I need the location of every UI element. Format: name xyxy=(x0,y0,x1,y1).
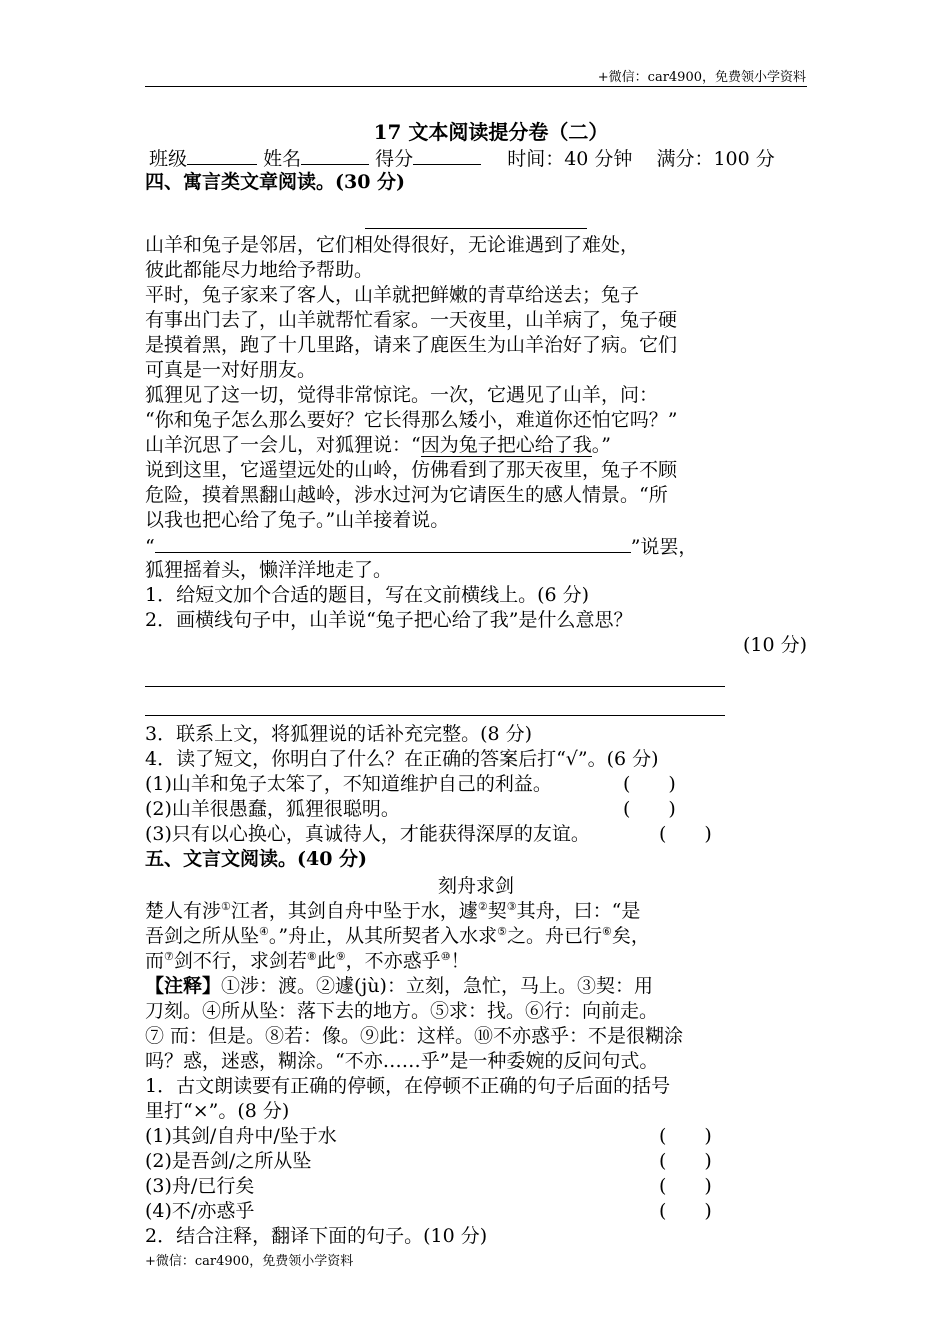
name-blank[interactable] xyxy=(301,145,369,165)
question-5-1: 1．古文朗读要有正确的停顿，在停顿不正确的句子后面的括号 xyxy=(145,1075,671,1097)
underlined-sentence: 因为兔子把心给了我 xyxy=(420,434,592,456)
title-blank-row xyxy=(145,195,807,233)
answer-paren[interactable]: ( ) xyxy=(659,1200,712,1222)
passage-line: 危险，摸着黑翻山越岭，涉水过河为它请医生的感人情景。“所 xyxy=(145,484,668,506)
answer-paren[interactable]: ( ) xyxy=(659,1125,712,1147)
option-row: (3)只有以心换心，真诚待人，才能获得深厚的友谊。 ( ) xyxy=(145,823,712,845)
page-footer: +微信：car4900，免费领小学资料 xyxy=(145,1254,354,1269)
class-blank[interactable] xyxy=(187,145,257,165)
notes-label: 【注释】 xyxy=(145,975,222,997)
fox-quote-blank[interactable] xyxy=(155,533,631,553)
passage-line: 是摸着黑，跑了十几里路，请来了鹿医生为山羊治好了病。它们 xyxy=(145,334,678,356)
question-4-4: 4．读了短文，你明白了什么？在正确的答案后打“√”。(6 分) xyxy=(145,748,659,770)
classical-text-line: 楚人有涉①江者，其剑自舟中坠于水，遽②契③其舟，曰：“是 xyxy=(145,900,641,922)
answer-paren[interactable]: ( ) xyxy=(659,1150,712,1172)
answer-paren[interactable]: ( ) xyxy=(623,798,676,820)
score-label: 得分 xyxy=(375,148,414,170)
notes-line: 【注释】①涉：渡。②遽(jù)：立刻，急忙，马上。③契：用 xyxy=(145,975,653,997)
answer-paren[interactable]: ( ) xyxy=(659,823,712,845)
option-row: (2)是吾剑/之所从坠 ( ) xyxy=(145,1150,712,1172)
classical-text-line: 而⑦剑不行，求剑若⑧此⑨，不亦惑乎⑩！ xyxy=(145,950,470,972)
section5-heading: 五、文言文阅读。(40 分) xyxy=(145,848,368,870)
passage-line: 狐狸见了这一切，觉得非常惊诧。一次，它遇见了山羊，问： xyxy=(145,384,659,406)
question-5-1-cont: 里打“×”。(8 分) xyxy=(145,1100,290,1122)
story-title-blank[interactable] xyxy=(365,209,587,229)
question-4-1: 1．给短文加个合适的题目，写在文前横线上。(6 分) xyxy=(145,584,590,606)
option-row: (2)山羊很愚蠢，狐狸很聪明。 ( ) xyxy=(145,798,676,820)
passage-line: 有事出门去了，山羊就帮忙看家。一天夜里，山羊病了，兔子硬 xyxy=(145,309,678,331)
header-rule xyxy=(145,86,807,87)
section4-heading: 四、寓言类文章阅读。(30 分) xyxy=(145,171,406,193)
passage-line-underlined: 山羊沉思了一会儿，对狐狸说：“因为兔子把心给了我。” xyxy=(145,434,611,456)
passage-line: “你和兔子怎么那么要好？它长得那么矮小，难道你还怕它吗？” xyxy=(145,409,678,431)
page-header: +微信：car4900，免费领小学资料 xyxy=(597,70,806,85)
passage-line: 说到这里，它遥望远处的山岭，仿佛看到了那天夜里，兔子不顾 xyxy=(145,459,678,481)
info-row xyxy=(145,145,807,170)
question-4-3: 3．联系上文，将狐狸说的话补充完整。(8 分) xyxy=(145,723,533,745)
answer-line-2[interactable] xyxy=(145,687,725,716)
question-5-2: 2．结合注释，翻译下面的句子。(10 分) xyxy=(145,1225,488,1247)
story-title: 刻舟求剑 xyxy=(437,875,514,897)
passage-line: 彼此都能尽力地给予帮助。 xyxy=(145,259,374,281)
option-row: (1)山羊和兔子太笨了，不知道维护自己的利益。 ( ) xyxy=(145,773,676,795)
passage-line: 可真是一对好朋友。 xyxy=(145,359,317,381)
answer-paren[interactable]: ( ) xyxy=(623,773,676,795)
question-4-2: 2．画横线句子中，山羊说“兔子把心给了我”是什么意思？ xyxy=(145,609,633,631)
answer-paren[interactable]: ( ) xyxy=(659,1175,712,1197)
full-score-info: 满分：100 分 xyxy=(656,148,775,170)
score-blank[interactable] xyxy=(413,145,481,165)
fox-quote-line: “ ”说罢， xyxy=(145,533,807,558)
passage-line: 山羊和兔子是邻居，它们相处得很好，无论谁遇到了难处， xyxy=(145,234,640,256)
option-row: (1)其剑/自舟中/坠于水 ( ) xyxy=(145,1125,712,1147)
name-label: 姓名 xyxy=(263,148,302,170)
passage-line: 狐狸摇着头，懒洋洋地走了。 xyxy=(145,559,393,581)
classical-text-line: 吾剑之所从坠④。”舟止，从其所契者入水求⑤之。舟已行⑥矣， xyxy=(145,925,650,947)
class-label: 班级 xyxy=(149,148,188,170)
time-info: 时间：40 分钟 xyxy=(507,148,633,170)
question-4-2-score: (10 分) xyxy=(742,634,807,656)
page-title: 17 文本阅读提分卷（二） xyxy=(373,120,609,144)
document-body xyxy=(145,120,807,1249)
passage-line: 平时，兔子家来了客人，山羊就把鲜嫩的青草给送去；兔子 xyxy=(145,284,640,306)
notes-line: 刀刻。④所从坠：落下去的地方。⑤求：找。⑥行：向前走。 xyxy=(145,1000,659,1022)
option-row: (3)舟/已行矣 ( ) xyxy=(145,1175,712,1197)
option-row: (4)不/亦惑乎 ( ) xyxy=(145,1200,712,1222)
answer-line-1[interactable] xyxy=(145,658,725,687)
notes-line: ⑦ 而：但是。⑧若：像。⑨此：这样。⑩不亦惑乎：不是很糊涂 xyxy=(145,1025,684,1047)
notes-line: 吗？惑，迷惑，糊涂。“不亦……乎”是一种委婉的反问句式。 xyxy=(145,1050,659,1072)
passage-line: 以我也把心给了兔子。”山羊接着说。 xyxy=(145,509,450,531)
